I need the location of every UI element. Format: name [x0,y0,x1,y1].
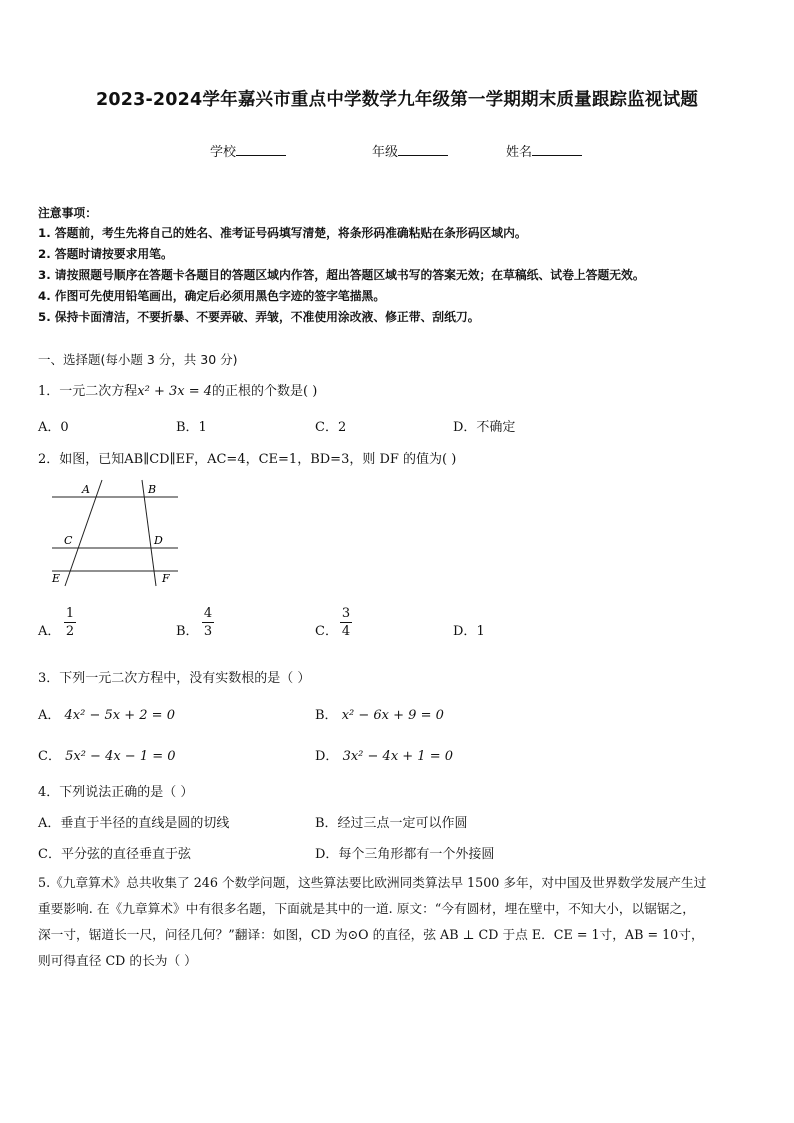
note-item: 4. 作图可先使用铅笔画出，确定后必须用黑色字迹的签字笔描黑。 [38,289,386,303]
q3-option-b[interactable] [315,704,444,723]
question-2: 2．如图，已知AB∥CD∥EF，AC=4，CE=1，BD=3，则 DF 的值为( ) [38,452,457,467]
q1-suffix: 的正根的个数是( ) [212,384,318,399]
q5-line: 则可得直径 CD 的长为（ ） [38,953,197,968]
page-title: 2023-2024学年嘉兴市重点中学数学九年级第一学期期末质量跟踪监视试题 [95,90,699,110]
q5-line: 深一寸，锯道长一尺，问径几何？”翻译：如图，CD 为⊙O 的直径，弦 AB ⊥ CD 于点 E．CE = 1寸，AB = 10寸， [38,927,704,942]
numerator: 4 [203,606,213,621]
q3-option-c[interactable] [38,745,176,764]
denominator: 2 [65,624,75,639]
parallel-lines-figure [44,476,184,588]
grade-blank[interactable] [398,143,448,156]
option-letter: C． [38,749,61,764]
grade-label: 年级 [372,145,399,160]
option-letter: B． [315,708,338,723]
note-item: 5. 保持卡面清洁，不要折暴、不要弄破、弄皱，不准使用涂改液、修正带、刮纸刀。 [38,310,480,324]
q2-option-b-fraction [202,606,214,639]
q2-option-a-fraction [64,606,76,639]
q2-option-d[interactable] [453,620,485,639]
note-item: 3. 请按照题号顺序在答题卡各题目的答题区域内作答，超出答题区域书写的答案无效；在草稿纸、试卷上答题无效。 [38,268,645,282]
q1-option-c[interactable]: C．2 [315,420,347,435]
option-equation: 5x² − 4x − 1 = 0 [65,749,176,764]
name-field[interactable] [506,141,582,160]
school-label: 学校 [210,145,237,160]
school-field[interactable] [210,141,286,160]
q5-line: 5.《九章算术》总共收集了 246 个数学问题，这些算法要比欧洲同类算法早 1500 多年，对中国及世界数学发展产生过 [38,875,707,890]
q3-option-a[interactable] [38,704,175,723]
question-5 [38,870,764,974]
option-equation: 3x² − 4x + 1 = 0 [342,749,454,764]
name-label: 姓名 [506,145,533,160]
note-item: 2. 答题时请按要求用笔。 [38,247,173,261]
grade-field[interactable] [372,141,448,160]
label-e: E [52,572,61,585]
q2-option-a-letter[interactable]: A． [38,624,61,639]
denominator: 3 [203,624,213,639]
label-c: C [64,534,73,547]
q2-option-c-fraction [340,606,352,639]
q1-option-a[interactable]: A．0 [38,420,69,435]
section-heading: 一、选择题(每小题 3 分，共 30 分) [38,352,238,367]
q1-prefix: 1．一元二次方程 [38,384,138,399]
q4-option-d[interactable]: D．每个三角形都有一个外接圆 [315,847,495,862]
q2-option-d-letter: D． [453,624,477,639]
question-1 [38,380,317,399]
label-f: F [162,572,170,585]
q2-option-b-letter[interactable]: B． [176,624,199,639]
q4-option-c[interactable]: C．平分弦的直径垂直于弦 [38,847,191,862]
q1-equation: x² + 3x = 4 [137,384,213,399]
numerator: 3 [341,606,351,621]
q3-option-d[interactable] [315,745,453,764]
question-3: 3．下列一元二次方程中，没有实数根的是（ ） [38,671,311,686]
notes-heading: 注意事项： [38,206,97,220]
numerator: 1 [65,606,75,621]
note-item: 1. 答题前，考生先将自己的姓名、准考证号码填写清楚，将条形码准确粘贴在条形码区域内。 [38,226,527,240]
option-letter: A． [38,708,61,723]
denominator: 4 [341,624,351,639]
q5-line: 重要影响. 在《九章算术》中有很多名题，下面就是其中的一道. 原文：“今有圆材，埋在壁中，不知大小，以锯锯之， [38,901,695,916]
q4-option-b[interactable]: B．经过三点一定可以作圆 [315,816,468,831]
school-blank[interactable] [236,143,286,156]
label-d: D [154,534,163,547]
q2-option-c-letter[interactable]: C． [315,624,338,639]
option-equation: x² − 6x + 9 = 0 [341,708,444,723]
option-equation: 4x² − 5x + 2 = 0 [64,708,175,723]
q2-option-d-value: 1 [476,624,485,639]
label-b: B [148,483,157,496]
q4-option-a[interactable]: A．垂直于半径的直线是圆的切线 [38,816,230,831]
q1-option-b[interactable]: B．1 [176,420,207,435]
option-letter: D． [315,749,339,764]
q1-option-d[interactable]: D．不确定 [453,420,516,435]
question-4: 4．下列说法正确的是（ ） [38,785,194,800]
name-blank[interactable] [532,143,582,156]
label-a: A [82,483,90,496]
